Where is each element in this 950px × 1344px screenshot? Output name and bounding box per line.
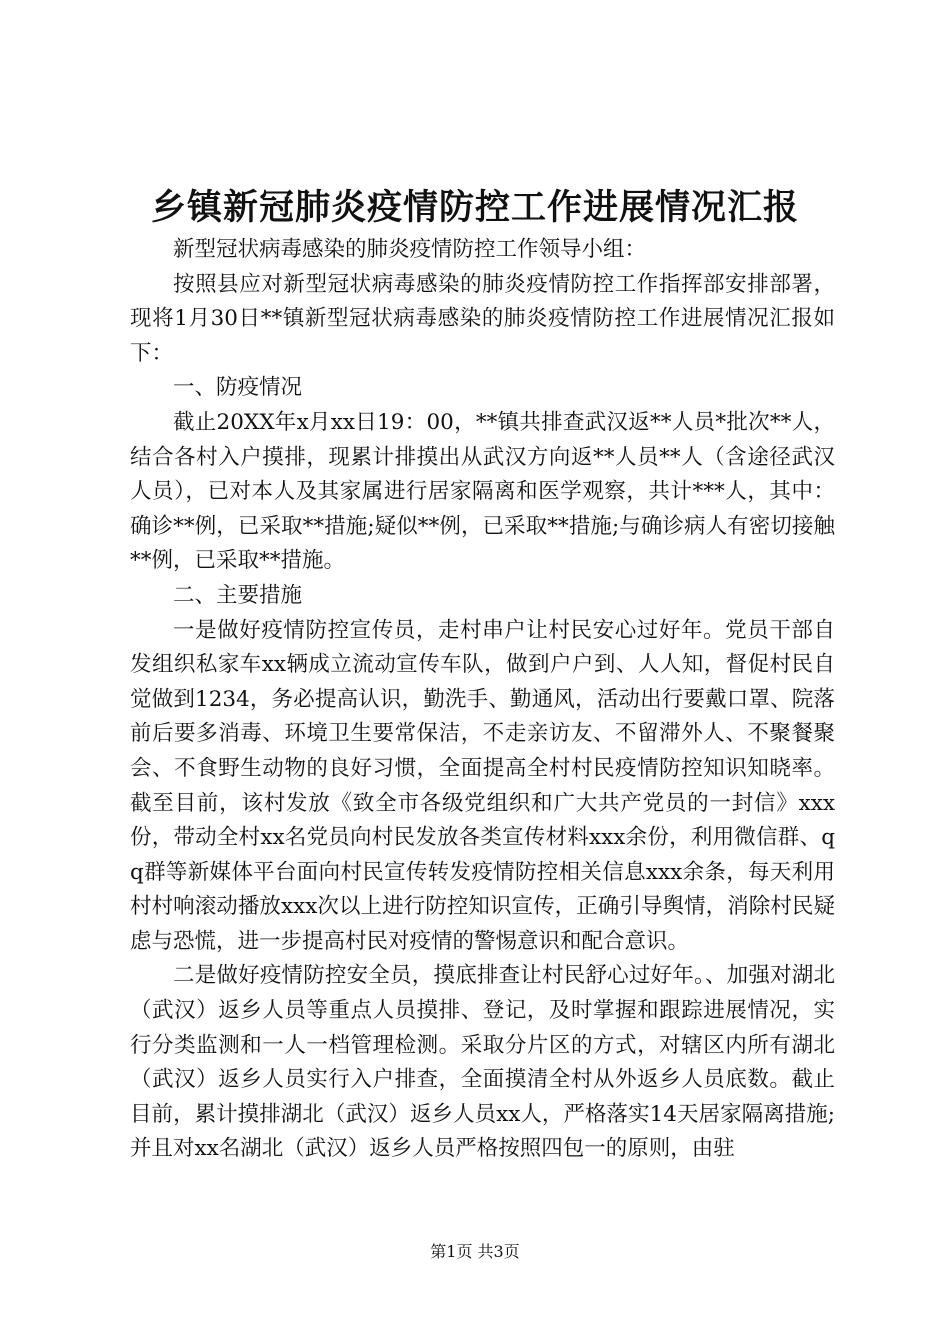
document-body xyxy=(130,233,835,1167)
section-heading-measures: 二、主要措施 xyxy=(173,582,303,608)
measure-1-paragraph: 一是做好疫情防控宣传员，走村串户让村民安心过好年。党员干部自发组织私家车xx辆成立流动宣传车队，做到户户到、人人知，督促村民自觉做到1234，务必提高认识，勤洗手、勤通风，活动出行要戴口罩、院落前后要多消毒、环境卫生要常保洁，不走亲访友、不留滞外人、不聚餐聚会、不食野生动物的良好习惯，全面提高全村村民疫情防控知识知晓率。截至目前，该村发放《致全市各级党组织和广大共产党员的一封信》xxx份，带动全村xx名党员向村民发放各类宣传材料xxx余份，利用微信群、qq群等新媒体平台面向村民宣传转发疫情防控相关信息xxx余条，每天利用村村响滚动播放xxx次以上进行防控知识宣传，正确引导舆情，消除村民疑虑与恐慌，进一步提高村民对疫情的警惕意识和配合意识。 xyxy=(130,617,835,954)
measure-2-paragraph: 二是做好疫情防控安全员，摸底排查让村民舒心过好年。、加强对湖北（武汉）返乡人员等重点人员摸排、登记，及时掌握和跟踪进展情况，实行分类监测和一人一档管理检测。采取分片区的方式，对辖区内所有湖北（武汉）返乡人员实行入户排查，全面摸清全村从外返乡人员底数。截止目前，累计摸排湖北（武汉）返乡人员xx人，严格落实14天居家隔离措施;并且对xx名湖北（武汉）返乡人员严格按照四包一的原则，由驻 xyxy=(130,963,835,1162)
page-footer: 第1页 共3页 xyxy=(430,1242,520,1261)
document-title: 乡镇新冠肺炎疫情防控工作进展情况汇报 xyxy=(150,187,799,228)
section-heading-prevention: 一、防疫情况 xyxy=(173,375,303,401)
prevention-paragraph: 截止20XX年x月xx日19：00，**镇共排查武汉返**人员*批次**人，结合各村入户摸排，现累计排摸出从武汉方向返**人员**人（含途径武汉人员），已对本人及其家属进行居家隔离和医学观察，共计***人，其中：确诊**例，已采取**措施;疑似**例，已采取**措施;与确诊病人有密切接触**例，已采取**措施。 xyxy=(130,409,835,574)
intro-paragraph: 按照县应对新型冠状病毒感染的肺炎疫情防控工作指挥部安排部署，现将1月30日**镇新型冠状病毒感染的肺炎疫情防控工作进展情况汇报如下： xyxy=(130,271,835,366)
salutation-paragraph: 新型冠状病毒感染的肺炎疫情防控工作领导小组： xyxy=(173,237,647,262)
